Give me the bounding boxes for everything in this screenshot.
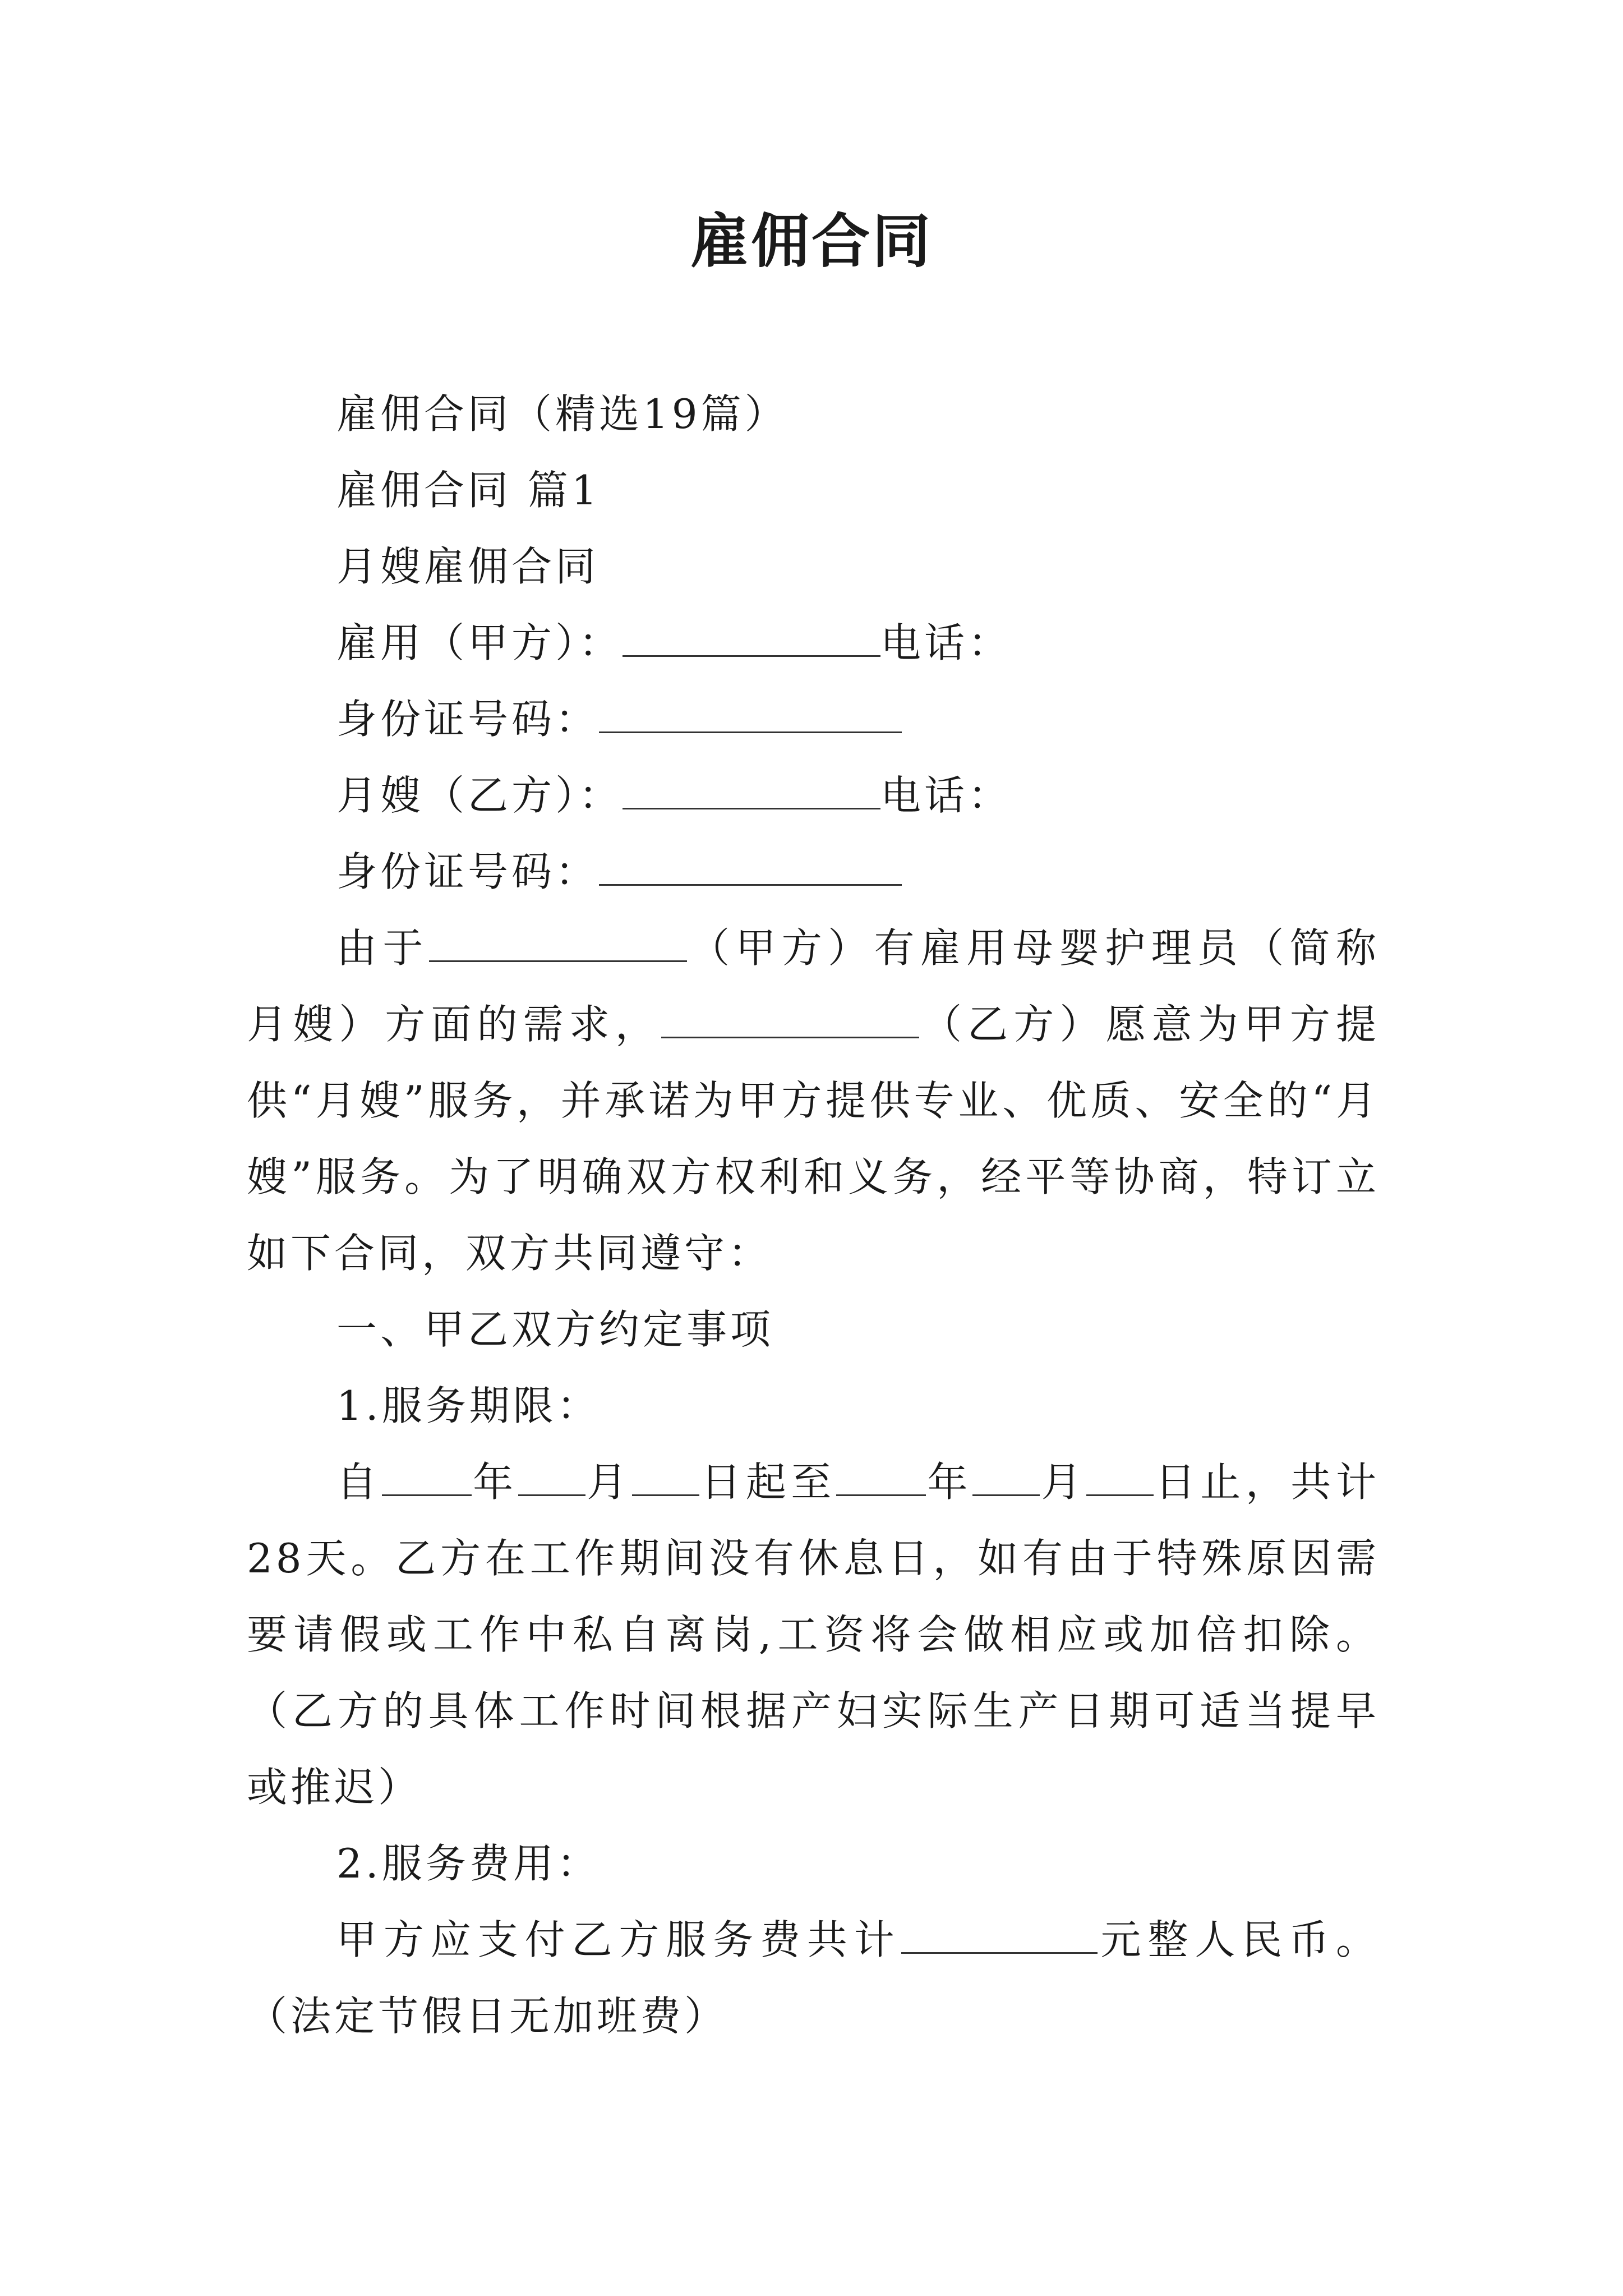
period-year-1: 年 — [471, 1458, 518, 1506]
item-2-title: 2.服务费用： — [336, 1840, 601, 1887]
document-title: 雇佣合同 — [690, 206, 933, 275]
party-a-name-blank — [623, 622, 880, 657]
party-a-label: 雇用（甲方）： — [336, 619, 623, 666]
period-from: 自 — [336, 1458, 382, 1506]
party-a-id-blank — [599, 698, 902, 733]
party-a-id-line — [247, 681, 1380, 757]
party-a-id-label: 身份证号码： — [336, 696, 600, 743]
period-year-2: 年 — [925, 1458, 973, 1506]
document-body — [247, 376, 1380, 2054]
party-b-name-blank — [623, 774, 880, 809]
party-b-id-label: 身份证号码： — [336, 848, 600, 895]
end-month-blank — [972, 1461, 1040, 1496]
period-day-to: 日止， — [1154, 1458, 1291, 1506]
party-a-line — [247, 605, 1380, 681]
start-day-blank — [632, 1461, 699, 1496]
start-month-blank — [518, 1461, 585, 1496]
intro-party-b-blank — [661, 1003, 919, 1038]
fee-amount-blank — [901, 1918, 1098, 1954]
party-b-line — [247, 757, 1380, 834]
article-heading: 雇佣合同 篇1 — [336, 467, 601, 514]
contract-subtitle: 月嫂雇佣合同 — [336, 543, 600, 590]
intro-part2: （乙方）愿意为甲方提供“月嫂”服务，并承诺为甲方提供专业、优质、安全的“月嫂”服务。为了明确双方权利和义务，经平等协商，特订立如下合同，双方共同遵守： — [247, 1001, 1380, 1277]
period-day-from: 日起至 — [699, 1458, 836, 1506]
period-month-1: 月 — [585, 1458, 632, 1506]
period-month-2: 月 — [1040, 1458, 1087, 1506]
intro-paragraph — [247, 910, 1380, 1291]
fee-prefix: 甲方应支付乙方服务费共计 — [336, 1916, 901, 1963]
party-b-phone-label: 电话： — [880, 772, 1012, 819]
party-b-id-line — [247, 834, 1380, 910]
party-a-phone-label: 电话： — [880, 619, 1012, 666]
collection-title: 雇佣合同（精选19篇） — [336, 390, 789, 438]
intro-part1: （甲方）有雇用母婴护理员（简称月嫂）方面的需求， — [247, 924, 1380, 1048]
end-year-blank — [836, 1461, 926, 1496]
service-period-paragraph — [247, 1444, 1380, 1825]
start-year-blank — [382, 1461, 472, 1496]
party-b-id-blank — [599, 850, 902, 886]
intro-party-a-blank — [429, 927, 687, 962]
section-1-title: 一、甲乙双方约定事项 — [336, 1306, 774, 1353]
period-rest: 共计28天。乙方在工作期间没有休息日，如有由于特殊原因需要请假或工作中私自离岗,工资将会做相应或加倍扣除。（乙方的具体工作时间根据产妇实际生产日期可适当提早或推迟） — [247, 1458, 1380, 1811]
end-day-blank — [1086, 1461, 1154, 1496]
intro-prefix: 由于 — [336, 924, 429, 972]
item-1-title: 1.服务期限： — [336, 1382, 601, 1429]
party-b-label: 月嫂（乙方）： — [336, 772, 623, 819]
service-fee-paragraph — [247, 1902, 1380, 2054]
fee-suffix: 元整人民币。（法定节假日无加班费） — [247, 1916, 1380, 2040]
